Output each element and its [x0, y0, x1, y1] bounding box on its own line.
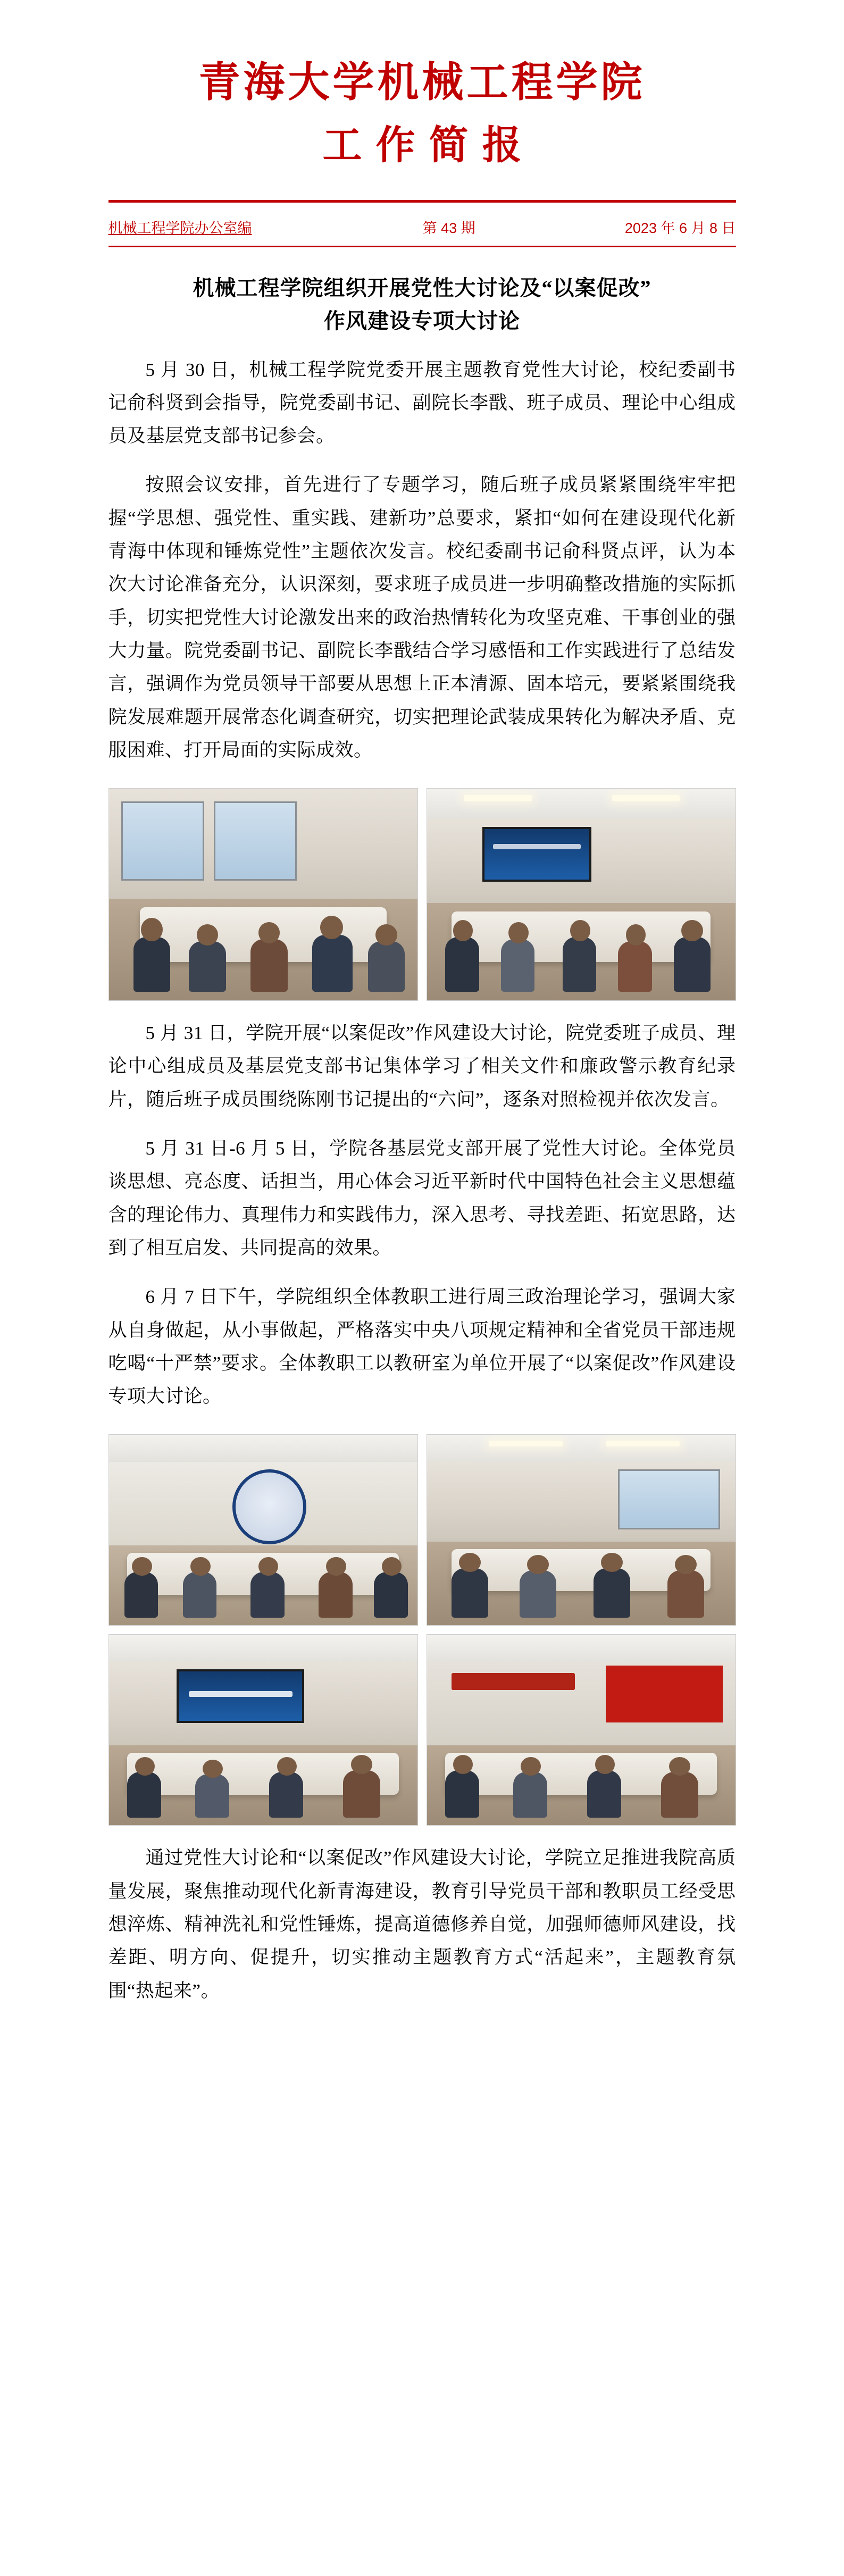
paragraph: 按照会议安排，首先进行了专题学习，随后班子成员紧紧围绕牢牢把握“学思想、强党性、重实践、建新功”总要求，紧扣“如何在建设现代化新青海中体现和锤炼党性”主题依次发言。校纪委副书记俞科贤点评，认为本次大讨论准备充分，认识深刻，要求班子成员进一步明确整改措施的实际抓手，切实把党性大讨论激发出来的政治热情转化为攻坚克难、干事创业的强大力量。院党委副书记、副院长李戬结合学习感悟和工作实践进行了总结发言，强调作为党员领导干部要从思想上正本清源、固本培元，要紧紧围绕我院发展难题开展常态化调查研究，切实把理论武装成果转化为解决矛盾、克服困难、打开局面的实际成效。: [108, 474, 736, 760]
photo-content: [427, 1635, 736, 1825]
paragraph: 5 月 31 日，学院开展“以案促改”作风建设大讨论，院党委班子成员、理论中心组成员及基层党支部书记集体学习了相关文件和廉政警示教育纪录片，随后班子成员围绕陈刚书记提出的“六问”，逐条对照检视并依次发言。: [108, 1023, 736, 1110]
photo-content: [109, 789, 417, 1000]
photo-meeting-2: [427, 788, 736, 1001]
paragraph: 5 月 31 日-6 月 5 日，学院各基层党支部开展了党性大讨论。全体党员谈思想、亮态度、话担当，用心体会习近平新时代中国特色社会主义思想蕴含的理论伟力、真理伟力和实践伟力，深入思考、寻找差距、拓宽思路，达到了相互启发、共同提高的效果。: [108, 1138, 736, 1258]
page-title-line2: 作风建设专项大讨论: [324, 308, 520, 333]
issue-number: 第 43 期: [422, 220, 475, 236]
photo-content: [427, 789, 736, 1000]
masthead-title-line2: 工作简报: [322, 122, 536, 168]
photo-group-2-row-2: [108, 1634, 736, 1826]
paragraph: 6 月 7 日下午，学院组织全体教职工进行周三政治理论学习，强调大家从自身做起，从小事做起，严格落实中央八项规定精神和全省党员干部违规吃喝“十严禁”要求。全体教职工以教研室为单位开展了“以案促改”作风建设专项大讨论。: [108, 1286, 736, 1407]
issue-date: 2023 年 6 月 8 日: [624, 220, 736, 236]
issue-divider: [108, 246, 736, 247]
paragraph: 5 月 30 日，机械工程学院党委开展主题教育党性大讨论，校纪委副书记俞科贤到会指导，院党委副书记、副院长李戬、班子成员、理论中心组成员及基层党支部书记参会。: [108, 359, 736, 447]
photo-content: [109, 1635, 417, 1825]
photo-group-2-row-1: [108, 1434, 736, 1626]
page-title-line1: 机械工程学院组织开展党性大讨论及“以案促改”: [193, 275, 651, 300]
masthead-divider: [108, 200, 736, 203]
photo-discussion-2: [427, 1434, 736, 1626]
photo-group-1: [108, 788, 736, 1001]
photo-discussion-1: [108, 1434, 418, 1626]
document-tail-space: [108, 2008, 736, 2039]
paragraph: 通过党性大讨论和“以案促改”作风建设大讨论，学院立足推进我院高质量发展，聚焦推动现代化新青海建设，教育引导党员干部和教职员工经受思想淬炼、精神洗礼和党性锤炼，提高道德修养自觉，加强师德师风建设，找差距、明方向、促提升，切实推动主题教育方式“活起来”，主题教育氛围“热起来”。: [108, 1847, 736, 2001]
issue-editor: 机械工程学院办公室编: [108, 220, 252, 236]
photo-party-flag-meeting: [427, 1634, 736, 1826]
document-body: [108, 354, 736, 2039]
masthead-title-line1: 青海大学机械工程学院: [198, 58, 646, 106]
photo-meeting-1: [108, 788, 418, 1001]
page-title: [103, 272, 741, 338]
masthead: [0, 21, 844, 203]
issue-line: [108, 216, 736, 237]
photo-content: [427, 1435, 736, 1625]
photo-content: [109, 1435, 417, 1625]
photo-projection-study: [108, 1634, 418, 1826]
